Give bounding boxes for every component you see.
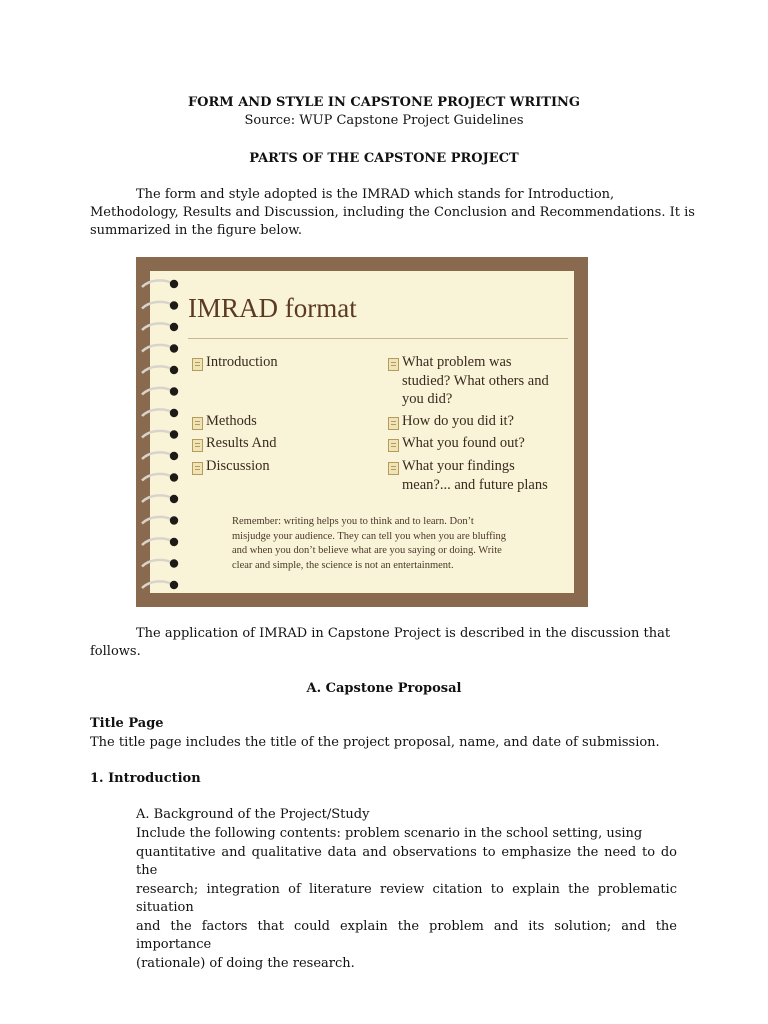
figure-right-line: mean?... and future plans: [402, 476, 548, 493]
section-a-heading: A. Capstone Proposal: [306, 681, 462, 696]
figure-right-line: What your findings: [402, 458, 515, 474]
figure-right-line: studied? What others and: [402, 372, 549, 389]
spiral-ring: [142, 517, 172, 524]
spiral-ring: [142, 538, 172, 545]
spiral-hole: [170, 409, 178, 417]
spiral-hole: [170, 516, 178, 524]
figure-left-item: Introduction: [206, 354, 278, 370]
intro-paragraph-line: summarized in the figure below.: [90, 223, 303, 238]
spiral-hole: [170, 581, 178, 589]
spiral-ring: [142, 474, 172, 481]
spiral-hole: [170, 366, 178, 374]
spiral-ring: [142, 366, 172, 373]
figure-left-item: Discussion: [206, 458, 270, 474]
spiral-ring: [142, 323, 172, 330]
figure-note-line: Remember: writing helps you to think and to learn. Don’t: [232, 516, 474, 527]
figure-right-line: How do you did it?: [402, 413, 514, 429]
spiral-hole: [170, 387, 178, 395]
spiral-hole: [170, 559, 178, 567]
figure-note-line: misjudge your audience. They can tell you when you are bluffing: [232, 530, 506, 542]
title-page-text: The title page includes the title of the project proposal, name, and date of submission.: [90, 735, 660, 750]
spiral-ring: [142, 452, 172, 459]
spiral-ring: [142, 581, 172, 588]
figure-left-item: Methods: [206, 413, 257, 429]
spiral-ring: [142, 495, 172, 502]
figure-right-line: What you found out?: [402, 435, 525, 451]
figure-note: [232, 515, 552, 573]
spiral-ring: [142, 280, 172, 287]
background-line: quantitative and qualitative data and observations to emphasize the need to do the: [136, 844, 677, 878]
background-subheading: A. Background of the Project/Study: [136, 807, 370, 822]
figure-right-item: [402, 412, 514, 431]
note-bullet-icon: [388, 439, 399, 452]
note-bullet-icon: [388, 462, 399, 475]
figure-right-line: you did?: [402, 391, 453, 407]
introduction-heading: 1. Introduction: [90, 771, 201, 786]
intro-paragraph-line: The form and style adopted is the IMRAD which stands for Introduction,: [136, 187, 615, 202]
application-paragraph-line: follows.: [90, 644, 141, 659]
spiral-ring: [142, 560, 172, 567]
background-line: research; integration of literature review citation to explain the problematic situation: [136, 881, 677, 915]
note-bullet-icon: [192, 358, 203, 371]
spiral-hole: [170, 301, 178, 309]
spiral-hole: [170, 430, 178, 438]
note-bullet-icon: [192, 417, 203, 430]
spiral-binding-icon: [136, 271, 184, 601]
source-line: Source: WUP Capstone Project Guidelines: [244, 113, 524, 128]
spiral-hole: [170, 344, 178, 352]
figure-divider: [188, 338, 568, 339]
background-paragraph: [136, 825, 677, 973]
figure-note-line: and when you don’t believe what are you saying or doing. Write: [232, 545, 502, 556]
section-title: PARTS OF THE CAPSTONE PROJECT: [249, 151, 519, 166]
figure-right-item: [402, 457, 548, 494]
title-page-heading: Title Page: [90, 716, 164, 731]
spiral-hole: [170, 473, 178, 481]
note-bullet-icon: [388, 358, 399, 371]
application-paragraph-line: The application of IMRAD in Capstone Project is described in the discussion that: [136, 626, 671, 641]
figure-left-item: Results And: [206, 435, 277, 451]
spiral-ring: [142, 409, 172, 416]
background-line: and the factors that could explain the problem and its solution; and the importance: [136, 918, 677, 952]
figure-title: IMRAD format: [188, 293, 357, 323]
spiral-ring: [142, 431, 172, 438]
figure-right-item: [402, 434, 525, 453]
spiral-hole: [170, 323, 178, 331]
note-bullet-icon: [192, 439, 203, 452]
background-line: Include the following contents: problem scenario in the school setting, using: [136, 826, 643, 841]
spiral-hole: [170, 452, 178, 460]
spiral-ring: [142, 345, 172, 352]
spiral-hole: [170, 280, 178, 288]
figure-note-line: clear and simple, the science is not an entertainment.: [232, 559, 454, 571]
note-bullet-icon: [192, 462, 203, 475]
background-line: (rationale) of doing the research.: [136, 955, 355, 971]
spiral-ring: [142, 302, 172, 309]
spiral-hole: [170, 495, 178, 503]
intro-paragraph-line: Methodology, Results and Discussion, including the Conclusion and Recommendations. It is: [90, 205, 695, 220]
spiral-hole: [170, 538, 178, 546]
figure-right-line: What problem was: [402, 354, 512, 370]
note-bullet-icon: [388, 417, 399, 430]
spiral-ring: [142, 388, 172, 395]
document-title: FORM AND STYLE IN CAPSTONE PROJECT WRITING: [187, 95, 581, 110]
imrad-figure: [136, 257, 588, 607]
figure-right-item: [402, 353, 549, 409]
